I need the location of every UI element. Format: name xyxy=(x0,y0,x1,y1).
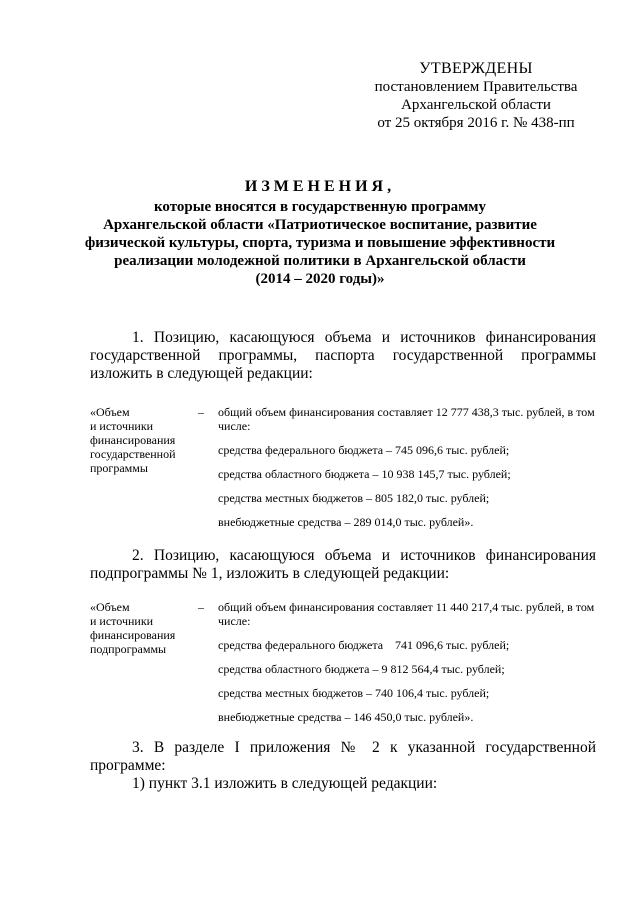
paragraph-3: 3. В разделе I приложения № 2 к указанной государственной программе: xyxy=(90,739,596,774)
funding-regional: средства областного бюджета – 10 938 145,7 тыс. рублей; xyxy=(218,467,511,481)
approval-line-3: от 25 октября 2016 г. № 438-пп xyxy=(377,115,575,131)
label-line: государственной xyxy=(90,447,176,461)
funding-regional: средства областного бюджета – 9 812 564,4 тыс. рублей; xyxy=(218,662,505,676)
funding-values xyxy=(218,405,600,539)
heading-line-1: которые вносятся в государственную программу xyxy=(153,199,487,215)
funding-table-subprogram xyxy=(90,600,600,730)
approval-stamp xyxy=(360,60,592,132)
funding-extrabudgetary: внебюджетные средства – 289 014,0 тыс. рублей». xyxy=(218,515,474,529)
label-line: финансирования xyxy=(90,628,176,642)
funding-local: средства местных бюджетов – 740 106,4 тыс. рублей; xyxy=(218,686,490,700)
label-line: подпрограммы xyxy=(90,642,167,656)
funding-total: общий объем финансирования составляет 11 440 217,4 тыс. рублей, в том числе: xyxy=(218,600,595,628)
paragraph-2: 2. Позицию, касающуюся объема и источников финансирования подпрограммы № 1, изложить в следующей редакции: xyxy=(90,547,596,582)
heading-line-4: реализации молодежной политики в Архангельской области xyxy=(114,253,526,269)
approval-line-1: постановлением Правительства xyxy=(374,79,578,95)
approval-title: УТВЕРЖДЕНЫ xyxy=(419,60,533,77)
heading-line-5: (2014 – 2020 годы)» xyxy=(255,271,385,287)
label-line: «Объем xyxy=(90,600,130,614)
paragraph-1: 1. Позицию, касающуюся объема и источников финансирования государственной программы, паспорта государственной программы изложить в следующей редакции: xyxy=(90,329,596,382)
label-line: программы xyxy=(90,461,148,475)
label-line: и источники xyxy=(90,419,154,433)
label-line: финансирования xyxy=(90,433,176,447)
funding-federal: средства федерального бюджета – 745 096,6 тыс. рублей; xyxy=(218,443,510,457)
funding-label xyxy=(90,405,195,475)
funding-label xyxy=(90,600,195,656)
funding-federal: средства федерального бюджета 741 096,6 тыс. рублей; xyxy=(218,638,510,652)
label-line: «Объем xyxy=(90,405,130,419)
label-line: и источники xyxy=(90,614,154,628)
paragraph-4: 1) пункт 3.1 изложить в следующей редакции: xyxy=(132,775,438,792)
approval-line-2: Архангельской области xyxy=(401,97,551,113)
funding-local: средства местных бюджетов – 805 182,0 тыс. рублей; xyxy=(218,491,490,505)
heading-line-2: Архангельской области «Патриотическое воспитание, развитие xyxy=(103,217,537,233)
document-heading xyxy=(60,178,580,288)
dash-separator: – xyxy=(198,600,204,614)
heading-title: ИЗМЕНЕНИЯ, xyxy=(244,178,396,195)
dash-separator: – xyxy=(198,405,204,419)
funding-table-program xyxy=(90,405,600,535)
funding-values xyxy=(218,600,600,734)
funding-extrabudgetary: внебюджетные средства – 146 450,0 тыс. рублей». xyxy=(218,710,474,724)
funding-total: общий объем финансирования составляет 12 777 438,3 тыс. рублей, в том числе: xyxy=(218,405,595,433)
heading-line-3: физической культуры, спорта, туризма и повышение эффективности xyxy=(84,235,556,251)
